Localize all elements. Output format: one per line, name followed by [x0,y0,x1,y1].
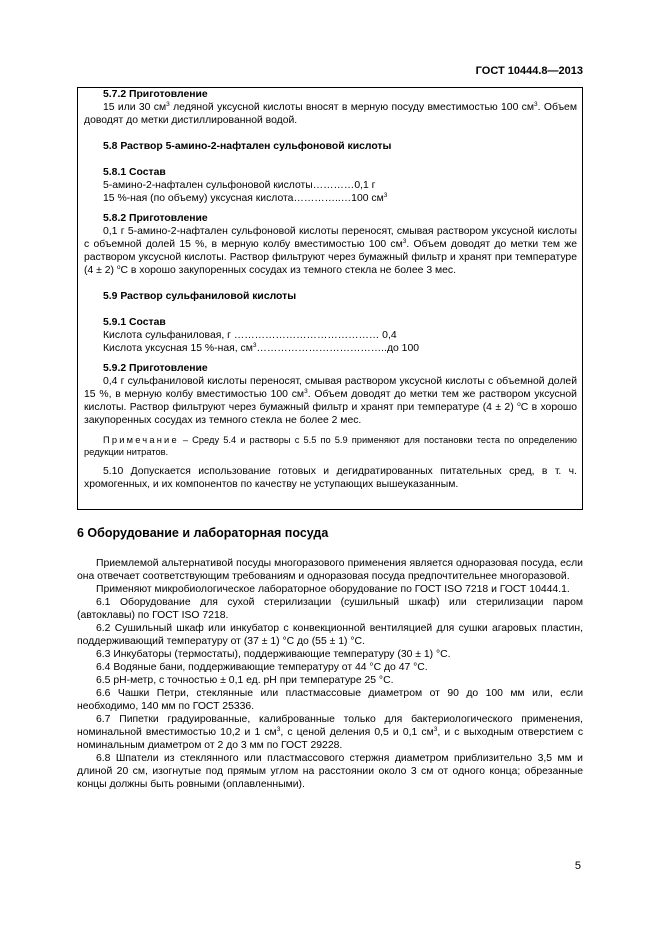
paragraph-6-3: 6.3 Инкубаторы (термостаты), поддерживающие температуру (30 ± 1) °С. [96,649,451,660]
heading-5-7-2: 5.7.2 Приготовление [103,89,208,100]
document-standard-number: ГОСТ 10444.8—2013 [475,65,583,77]
paragraph-6-2: 6.2 Сушильный шкаф или инкубатор с конвекционной вентиляцией для сушки агаровых пластин, поддерживающий температуру от (37 ± 1) °С до (55 ± 1) °С. [77,623,583,647]
note: Примечание – Среду 5.4 и растворы с 5.5 по 5.9 применяют для постановки теста по определению редукции нитратов. [84,435,577,457]
paragraph-5-10: 5.10 Допускается использование готовых и дегидратированных питательных сред, в т. ч. хромогенных, и их компонентов по качеству не уступающих вышеуказанным. [84,466,577,490]
paragraph-6-4: 6.4 Водяные бани, поддерживающие температуру от 44 °С до 47 °С. [96,662,428,673]
paragraph-5-9-2: 0,4 г сульфаниловой кислоты переносят, смывая раствором уксусной кислоты с объемной долей 15 %, в мерную колбу вместимостью 100 $см^3$. Объем доводят до метки тем же раствором уксусной кислоты. Раствор фильтруют через бумажный фильтр и хранят при температуре (4 ± 2) $^о$С в хорошо закупоренных сосудах из темного стекла не более 2 мес. [84,376,578,426]
paragraph-5-7-2: 15 или 30 $см^3$ ледяной уксусной кислоты вносят в мерную посуду вместимостью 100 $см^3$. Объем доводят до метки дистиллированной водой. [84,101,577,126]
continuation-box [77,87,583,510]
paragraph-6-7: 6.7 Пипетки градуированные, калиброванные только для бактериологического применения, номинальной вместимостью 10,2 и 1 $см^3$, с ценой деления 0,5 и 0,1 $см^3$, и с выходным отверстием с номинальным диаметром от 2 до 3 мм по ГОСТ 29228. [77,714,584,751]
composition-line: Кислота сульфаниловая, г …………………………………… 0,4 [103,330,397,341]
paragraph-6-5: 6.5 рН-метр, с точностью ± 0,1 ед. рН при температуре 25 °С. [96,675,394,686]
paragraph: Применяют микробиологическое лабораторное оборудование по ГОСТ ISO 7218 и ГОСТ 10444.1. [96,584,570,595]
composition-line: Кислота уксусная 15 %-ная, $см^3\dots\dots\dots\dots\dots\dots\dots\dots\dots\dots\dots\dots..до$ 100 [103,342,420,354]
paragraph-5-8-2: 0,1 г 5-амино-2-нафтален сульфоновой кислоты переносят, смывая раствором уксусной кислоты с объемной долей 15 %, в мерную колбу вместимостью 100 $см^3$. Объем доводят до метки тем же раствором уксусной кислоты. Раствор фильтруют через бумажный фильтр и хранят при температуре (4 ± 2) $^о$С в хорошо закупоренных сосудах из темного стекла не более 3 мес. [84,226,577,276]
heading-5-9: 5.9 Раствор сульфаниловой кислоты [103,291,297,302]
paragraph-6-8: 6.8 Шпатели из стеклянного или пластмассового стержня диаметром приблизительно 3,5 мм и длиной 20 см, изогнутые под прямым углом на расстоянии около 3 см от одного конца; обрезанные концы должны быть ровными (оплавленными). [77,753,583,790]
paragraph-6-6: 6.6 Чашки Петри, стеклянные или пластмассовые диаметром от 90 до 100 мм или, если необходимо, 140 мм по ГОСТ 25336. [77,688,583,712]
heading-5-8-1: 5.8.1 Состав [103,167,166,178]
composition-line: 5-амино-2-нафтален сульфоновой кислоты…………0,1 г [103,180,376,191]
heading-5-8: 5.8 Раствор 5-амино-2-нафтален сульфоновой кислоты [103,141,392,152]
section-6-body [77,557,583,791]
heading-5-8-2: 5.8.2 Приготовление [103,213,208,224]
paragraph: Приемлемой альтернативой посуды многоразового применения является одноразовая посуда, если она отвечает соответствующим требованиям и одноразовая посуда предпочтительнее многоразовой. [77,558,583,582]
heading-5-9-1: 5.9.1 Состав [103,317,166,328]
composition-line: 15 %-ная (по объему) уксусная кислота…………..…100 $см^3$ [103,192,388,204]
page-number: 5 [574,860,581,872]
heading-5-9-2: 5.9.2 Приготовление [103,363,208,374]
section-6-title: 6 Оборудование и лабораторная посуда [77,526,329,540]
paragraph-6-1: 6.1 Оборудование для сухой стерилизации (сушильный шкаф) или стерилизации паром (автоклавы) по ГОСТ ISO 7218. [77,597,583,621]
